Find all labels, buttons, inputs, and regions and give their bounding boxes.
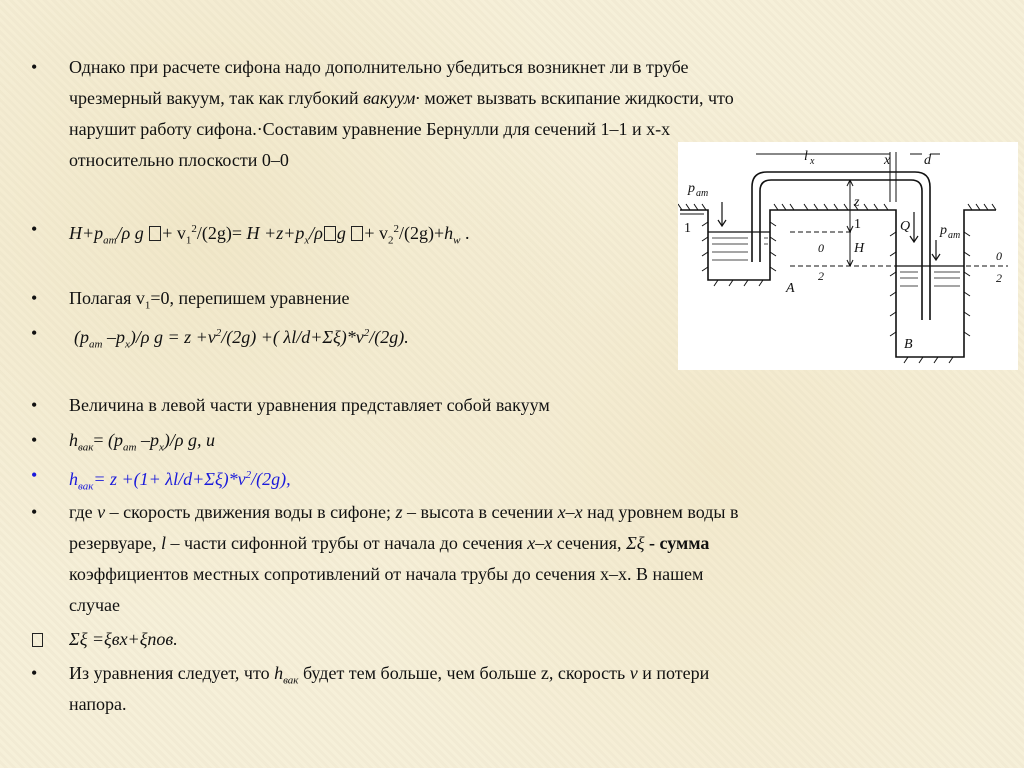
box-bullet-icon xyxy=(31,624,51,655)
label-zero-right: 0 xyxy=(996,249,1002,263)
bullet-8-line-3: коэффициентов местных сопротивлений от начала трубы до сечения х–х. В нашем xyxy=(69,564,704,584)
label-section-1: 1 xyxy=(684,221,691,236)
bullet-marker: • xyxy=(31,430,38,450)
bullet-marker: • xyxy=(31,395,38,415)
label-H: H xyxy=(854,241,865,256)
bullet-1-line-2: чрезмерный вакуум, так как глубокий вакуум· может вызвать вскипание жидкости, что xyxy=(69,88,734,108)
bullet-marker: • xyxy=(31,663,38,683)
siphon-diagram xyxy=(678,142,1018,370)
svg-text:x: x xyxy=(810,156,815,167)
label-A: A xyxy=(786,281,795,296)
bullet-10-line-2: напора. xyxy=(69,694,127,714)
svg-text:ат: ат xyxy=(696,188,709,199)
bullet-10-line-1: Из уравнения следует, что $h_{вак}$ будет тем больше, чем больше z, скорость v и потери xyxy=(69,663,710,687)
bullet-8-line-2: резервуаре, l – части сифонной трубы от начала до сечения х–х сечения, Σξ - сумма xyxy=(69,533,710,553)
label-d: d xyxy=(924,153,931,168)
label-B: B xyxy=(904,337,913,352)
bullet-1-line-1: Однако при расчете сифона надо дополнительно убедиться возникнет ли в трубе xyxy=(69,57,689,77)
bullet-marker: • xyxy=(31,288,38,308)
bullet-marker: • xyxy=(31,219,38,239)
bullet-marker: • xyxy=(31,323,38,343)
formula-hvak-def: $h_{вак}= (p_{ат}$ $-p_x)/\rho$ g, и xyxy=(69,430,215,454)
bullet-marker: • xyxy=(31,502,38,522)
label-pat-right: p xyxy=(940,223,947,238)
bullet-8-line-1: где v – скорость движения воды в сифоне; z – высота в сечении х–х над уровнем воды в xyxy=(69,502,739,522)
bullet-1-line-4: относительно плоскости 0–0 xyxy=(69,150,289,170)
bullet-5-text: Величина в левой части уравнения представляет собой вакуум xyxy=(69,395,550,415)
bullet-marker: • xyxy=(31,465,38,485)
svg-text:ат: ат xyxy=(948,230,961,241)
label-zero-left: 0 xyxy=(818,241,824,255)
formula-hvak-result: $h_{вак}= z +(1+ \lambda l/d+\Sigma\xi)*v^2/(2g)$, xyxy=(69,469,291,493)
bullet-marker: • xyxy=(31,57,38,77)
formula-rewritten: ($p_{ат}$ $-p_x)/\rho$ $g = z +v^2/(2g)$ +( $\lambda l/d+\Sigma\xi)*v^2/(2g)$. xyxy=(74,327,409,351)
formula-bernoulli: $H+p_{ат}/\rho$ $g + v_1^2/(2g)= H +z+p_x/\rho$ $g + v_2^2/(2g)+h_w$ . xyxy=(69,223,470,247)
label-z: z xyxy=(854,195,860,210)
label-x-top: x xyxy=(884,153,891,168)
label-lx: l xyxy=(804,149,808,164)
label-two-left: 2 xyxy=(818,269,824,283)
label-two-right: 2 xyxy=(996,271,1002,285)
label-pat-left: p xyxy=(688,181,695,196)
formula-sum-xi: Σξ =ξвх+ξпов. xyxy=(69,629,178,649)
bullet-1-line-3: нарушит работу сифона.·Составим уравнение Бернулли для сечений 1–1 и х-х xyxy=(69,119,671,139)
bullet-8-line-4: случае xyxy=(69,595,121,615)
bullet-3-text: Полагая $v_1=0$, перепишем уравнение xyxy=(69,288,350,312)
label-Q: Q xyxy=(900,219,911,234)
label-section-1b: 1 xyxy=(854,217,861,232)
